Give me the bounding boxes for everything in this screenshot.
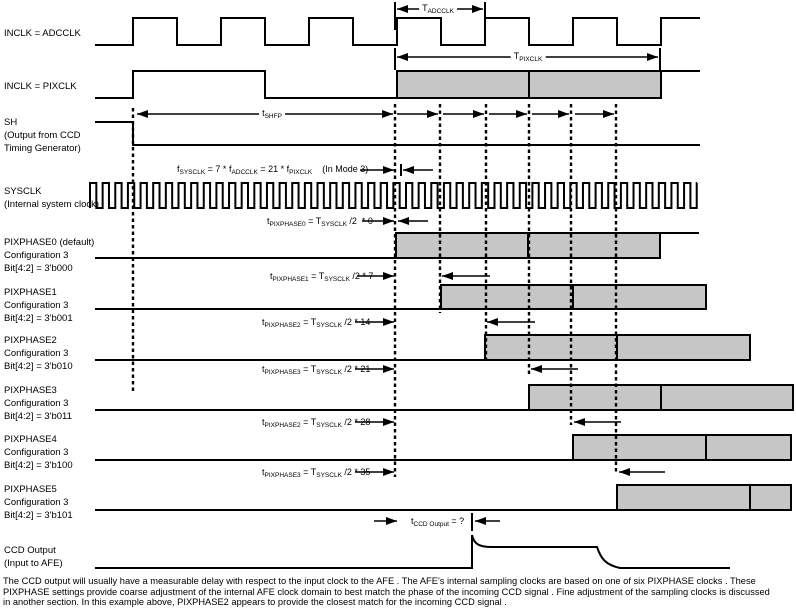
arrowhead-icon [442, 272, 453, 280]
annotation-text: /2 * 35 [341, 467, 371, 477]
annotation-text: T [513, 51, 520, 61]
row-label-pixphase5: Configuration 3 [4, 497, 69, 508]
arrowhead-icon [398, 217, 409, 225]
annotation-subscript: SHFP [264, 113, 282, 120]
row-label-pixphase1: Configuration 3 [4, 300, 69, 311]
arrowhead-icon [397, 53, 408, 61]
row-label-pixphase1: Bit[4:2] = 3'b001 [4, 313, 73, 324]
annotation-f-sysclk-equation [177, 164, 368, 174]
arrowhead-icon [472, 5, 483, 13]
period-box-fill-pixphase4-pulse [573, 435, 791, 460]
row-label-pixphase4: PIXPHASE4 [4, 434, 57, 445]
row-label-pixphase1: PIXPHASE1 [4, 287, 57, 298]
waveform-adcclk [95, 18, 700, 45]
annotation-subscript: ADCCLK [231, 169, 258, 176]
annotation-text: /2 * 28 [341, 417, 371, 427]
annotation-subscript: SYSCLK [316, 472, 342, 479]
row-label-sh: SH [4, 117, 18, 128]
annotation-text: t [262, 467, 265, 477]
annotation-subscript: PIXPHASE2 [264, 422, 301, 429]
row-label-pixphase5: PIXPHASE5 [4, 484, 57, 495]
arrowhead-icon [383, 365, 394, 373]
row-label-pixphase0: Configuration 3 [4, 250, 69, 261]
annotation-subscript: ADCCLK [427, 8, 454, 15]
arrowhead-icon [531, 365, 542, 373]
arrowhead-icon [383, 217, 394, 225]
annotation-text: t [270, 271, 273, 281]
row-label-pixphase0: PIXPHASE0 (default) [4, 237, 95, 248]
annotation-subscript: PIXCLK [289, 169, 313, 176]
arrowhead-icon [383, 166, 394, 174]
row-label-inclk-adcclk: INCLK = ADCCLK [4, 28, 81, 39]
annotation-text: = T [300, 317, 317, 327]
annotation-subscript: PIXPHASE1 [272, 276, 309, 283]
annotation-t-pixphase5-row [262, 467, 370, 477]
annotation-text: /2 * 0 [346, 216, 373, 226]
arrowhead-icon [619, 468, 630, 476]
arrowhead-icon [383, 318, 394, 326]
waveform-sysclk [90, 183, 697, 208]
annotation-text: /2 * 21 [341, 364, 371, 374]
row-label-sh: Timing Generator) [4, 143, 81, 154]
annotation-t-pixphase1 [270, 271, 373, 281]
arrowhead-icon [383, 468, 394, 476]
row-label-pixphase2: Configuration 3 [4, 348, 69, 359]
annotation-text: T [422, 3, 428, 13]
arrowhead-icon [137, 110, 148, 118]
annotation-text: = 21 * f [257, 164, 290, 174]
row-label-pixphase4: Configuration 3 [4, 447, 69, 458]
annotation-t-pixphase3 [262, 364, 370, 374]
arrowhead-icon [473, 110, 484, 118]
annotation-t-pixclk [511, 51, 546, 61]
footnote-line: PIXPHASE settings provide coarse adjustment of the internal AFE clock domain to best match the phase of the incoming CCD signal . Fine adjustment of the sampling clocks is discussed [3, 586, 770, 597]
footnote-line: The CCD output will usually have a measurable delay with respect to the input clock to the AFE . The AFE's internal sampling clocks are based on one of six PIXPHASE clocks . These [3, 576, 756, 586]
row-label-pixphase4: Bit[4:2] = 3'b100 [4, 460, 73, 471]
row-label-ccd-output: CCD Output [4, 545, 56, 556]
row-label-sysclk: SYSCLK [4, 186, 42, 197]
annotation-subscript: CCD Output [413, 521, 449, 528]
annotation-subscript: PIXPHASE0 [269, 221, 306, 228]
annotation-subscript: PIXPHASE3 [264, 472, 301, 479]
arrowhead-icon [516, 110, 527, 118]
annotation-text: t [262, 364, 265, 374]
row-label-sh: (Output from CCD [4, 130, 81, 141]
annotation-text: (In Mode 3) [312, 164, 369, 174]
row-label-inclk-pixclk: INCLK = PIXCLK [4, 81, 77, 92]
annotation-text: f [177, 164, 180, 174]
row-label-pixphase5: Bit[4:2] = 3'b101 [4, 510, 73, 521]
annotation-subscript: SYSCLK [324, 276, 350, 283]
annotation-subscript: SYSCLK [321, 221, 347, 228]
annotation-text: t [411, 516, 414, 526]
annotation-text: t [262, 108, 265, 118]
row-label-pixphase2: Bit[4:2] = 3'b010 [4, 361, 73, 372]
arrowhead-icon [603, 110, 614, 118]
annotation-subscript: PIXCLK [519, 56, 543, 63]
row-label-pixphase3: Configuration 3 [4, 398, 69, 409]
annotation-subscript: PIXPHASE3 [264, 369, 301, 376]
arrowhead-icon [397, 5, 408, 13]
annotation-t-pixphase2 [262, 317, 370, 327]
row-label-pixphase0: Bit[4:2] = 3'b000 [4, 263, 73, 274]
annotation-text: t [267, 216, 270, 226]
arrowhead-icon [558, 110, 569, 118]
annotation-text: = ? [448, 516, 465, 526]
annotation-t-shfp [259, 108, 285, 118]
waveform-sh [95, 122, 700, 145]
annotation-subscript: PIXPHASE2 [264, 322, 301, 329]
waveform-ccd-output [95, 535, 730, 568]
annotation-text: = T [305, 216, 322, 226]
arrowhead-icon [403, 166, 414, 174]
arrowhead-icon [383, 272, 394, 280]
row-label-ccd-output: (Input to AFE) [4, 558, 63, 569]
footnote-line: in another section. In this example above, PIXPHASE2 appears to provide the closest match for the incoming CCD signal . [3, 597, 507, 608]
annotation-subscript: SYSCLK [316, 322, 342, 329]
arrowhead-icon [382, 110, 393, 118]
annotation-t-pixphase0 [267, 216, 373, 226]
annotation-text: t [262, 317, 265, 327]
annotation-text: /2 * 7 [349, 271, 374, 281]
annotation-text: = T [300, 364, 317, 374]
annotation-t-adcclk [419, 3, 457, 13]
annotation-subscript: SYSCLK [316, 369, 342, 376]
arrowhead-icon [574, 418, 585, 426]
period-box-fill-pixphase5-pulse [617, 485, 791, 510]
row-label-pixphase3: PIXPHASE3 [4, 385, 57, 396]
arrowhead-icon [386, 517, 397, 525]
annotation-text: t [262, 417, 265, 427]
annotation-text: = T [300, 467, 317, 477]
annotation-text: = 7 * f [205, 164, 232, 174]
annotation-text: /2 * 14 [341, 317, 371, 327]
annotation-subscript: SYSCLK [179, 169, 206, 176]
arrowhead-icon [647, 53, 658, 61]
annotation-text: = T [308, 271, 325, 281]
annotation-subscript: SYSCLK [316, 422, 342, 429]
row-label-sysclk: (Internal system clock) [4, 199, 100, 210]
arrowhead-icon [475, 517, 486, 525]
row-label-pixphase3: Bit[4:2] = 3'b011 [4, 411, 72, 422]
annotation-t-pixphase4-row [262, 417, 370, 427]
annotation-text: = T [300, 417, 317, 427]
arrowhead-icon [487, 318, 498, 326]
arrowhead-icon [383, 418, 394, 426]
row-label-pixphase2: PIXPHASE2 [4, 335, 57, 346]
annotation-t-ccd-output [411, 516, 464, 526]
arrowhead-icon [427, 110, 438, 118]
